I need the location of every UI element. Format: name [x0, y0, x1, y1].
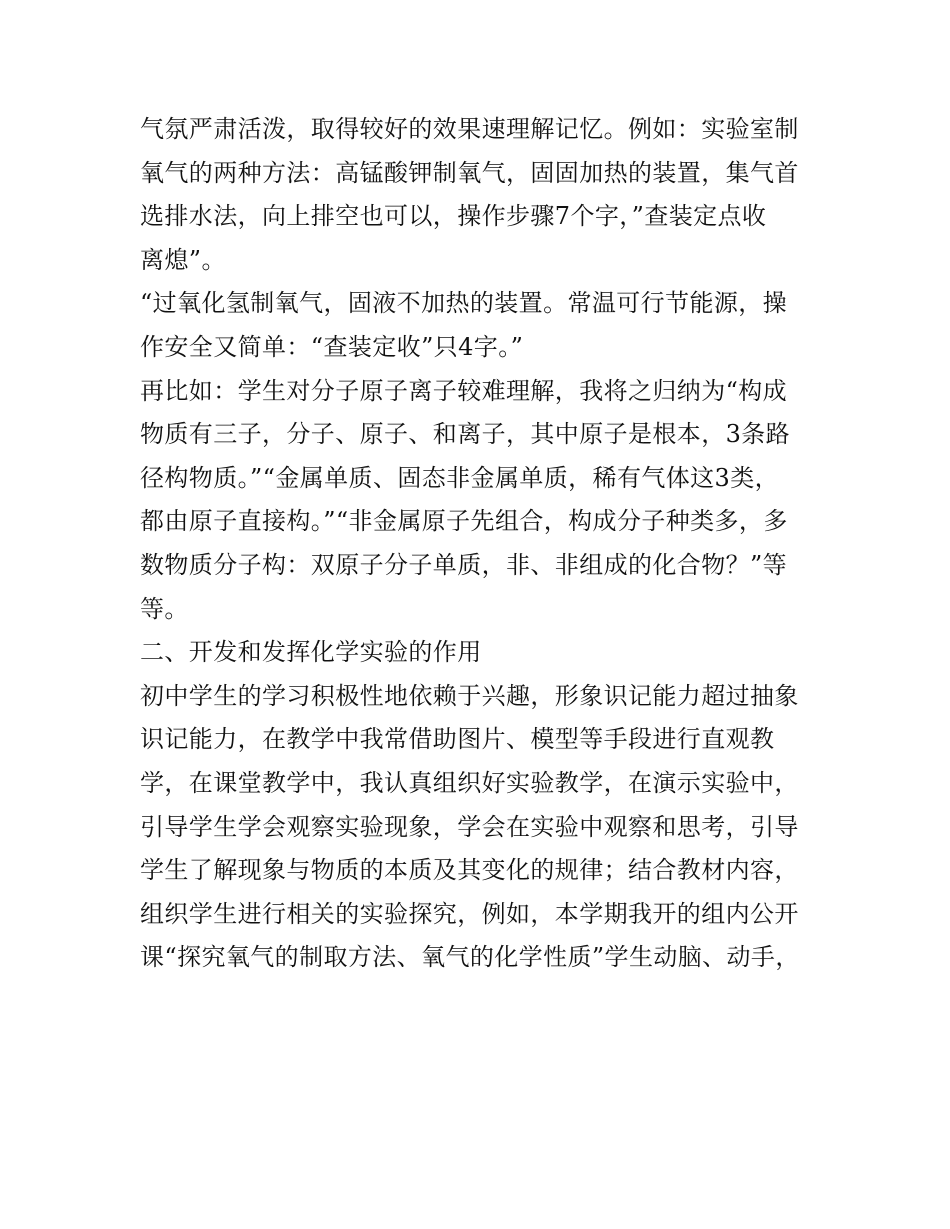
text-line: 数物质分子构：双原子分子单质，非、非组成的化合物？”等: [140, 550, 788, 579]
text-line: 氧气的两种方法：高锰酸钾制氧气，固固加热的装置，集气首: [140, 158, 799, 187]
text-line: 引导学生学会观察实验现象，学会在实验中观察和思考，引导: [140, 812, 799, 841]
text-line: 都由原子直接构。”“非金属原子先组合，构成分子种类多，多: [140, 507, 788, 536]
text-line: 径构物质。”“金属单质、固态非金属单质，稀有气体这3类，: [140, 463, 780, 492]
text-line: 课“探究氧气的制取方法、氧气的化学性质”学生动脑、动手，: [140, 943, 800, 972]
text-line: 学，在课堂教学中，我认真组织好实验教学，在演示实验中，: [140, 768, 799, 797]
text-line: 学生了解现象与物质的本质及其变化的规律；结合教材内容，: [140, 856, 799, 885]
text-line: 组织学生进行相关的实验探究，例如，本学期我开的组内公开: [140, 899, 799, 928]
section-heading: 二、开发和发挥化学实验的作用: [140, 638, 482, 667]
document-page: [140, 108, 830, 980]
text-line: 物质有三子，分子、原子、和离子，其中原子是根本，3条路: [140, 420, 791, 449]
text-line: 离熄”。: [140, 245, 226, 274]
text-line: “过氧化氢制氧气，固液不加热的装置。常温可行节能源，操: [140, 289, 788, 318]
text-line: 初中学生的学习积极性地依赖于兴趣，形象识记能力超过抽象: [140, 681, 799, 710]
text-line: 气氛严肃活泼，取得较好的效果速理解记忆。例如：实验室制: [140, 115, 799, 143]
text-line: 等。: [140, 594, 189, 623]
text-line: 选排水法，向上排空也可以，操作步骤7个字，”查装定点收: [140, 202, 767, 231]
text-line: 作安全又简单：“查装定收”只4字。”: [140, 332, 524, 361]
text-line: 再比如：学生对分子原子离子较难理解，我将之归纳为“构成: [140, 376, 788, 405]
text-line: 识记能力，在教学中我常借助图片、模型等手段进行直观教: [140, 725, 775, 754]
